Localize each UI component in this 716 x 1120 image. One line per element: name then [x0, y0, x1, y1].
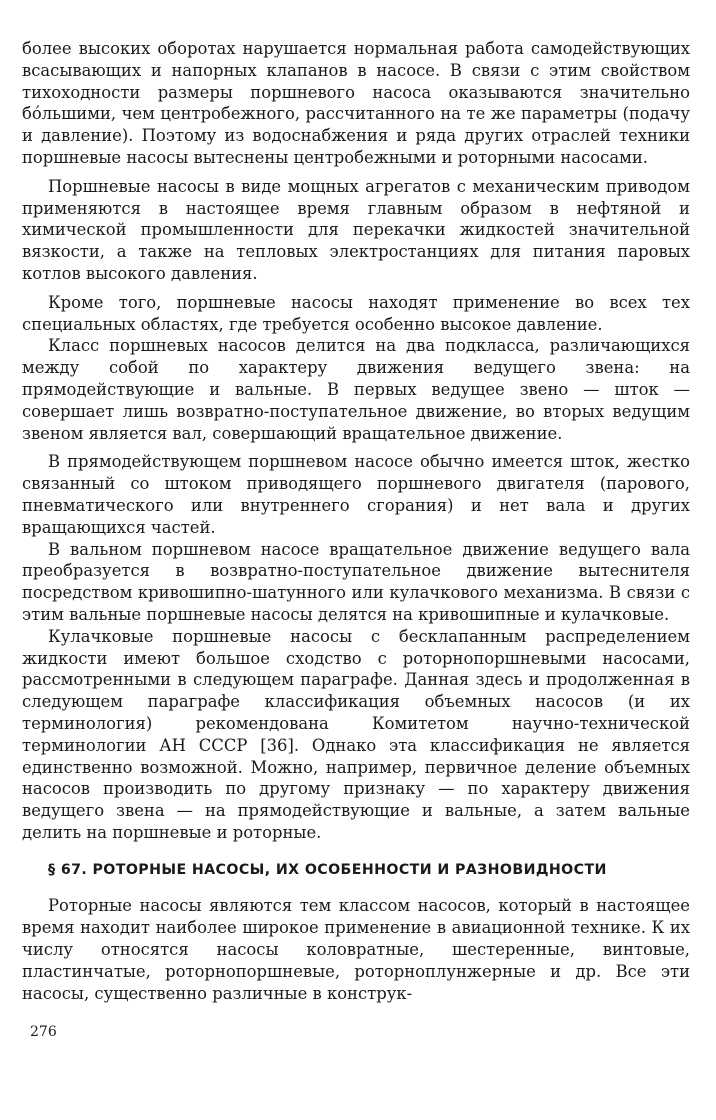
paragraph: Класс поршневых насосов делится на два подкласса, различающихся между собой по характеру движения ведущего звена: на прямодействующие и вальные. В первых ведущее звено — шток — совершает лишь возвратно-поступательное движение, во вторых ведущим звеном является вал, совершающий вращательное движение. — [22, 336, 690, 443]
paragraph: Кроме того, поршневые насосы находят применение во всех тех специальных областях, где требуется особенно высокое давление. — [22, 292, 690, 334]
paragraph: Поршневые насосы в виде мощных агрегатов с механическим приводом применяются в настоящее время главным образом в нефтяной и химической промышленности для перекачки жидкостей значительной вязкости, а также на тепловых электростанциях для питания паровых котлов высокого давления. — [22, 176, 690, 283]
paragraph: Кулачковые поршневые насосы с бесклапанным распределением жидкости имеют большое сходство с роторнопоршневыми насосами, рассмотренными в следующем параграфе. Данная здесь и продолженная в следующем параграфе классификация объемных насосов (и их терминология) рекомендована Комитетом научно-технической терминологии АН СССР [36]. Однако эта классификация не является единственно возможной. Можно, например, первичное деление объемных насосов производить по другому признаку — по характеру движения ведущего звена — на прямодействующие и вальные, а затем вальные делить на поршневые и роторные. — [22, 626, 690, 842]
paragraph: В прямодействующем поршневом насосе обычно имеется шток, жестко связанный со штоком приводящего поршневого двигателя (парового, пневматического или внутреннего сгорания) и нет вала и других вращающихся частей. — [22, 452, 690, 537]
document-page — [22, 38, 690, 1004]
section-heading: § 67. РОТОРНЫЕ НАСОСЫ, ИХ ОСОБЕННОСТИ И РАЗНОВИДНОСТИ — [48, 861, 607, 878]
paragraph: В вальном поршневом насосе вращательное движение ведущего вала преобразуется в возвратно-поступательное движение вытеснителя посредством кривошипно-шатунного или кулачкового механизма. В связи с этим вальные поршневые насосы делятся на кривошипные и кулачковые. — [22, 539, 690, 624]
paragraph: более высоких оборотах нарушается нормальная работа самодействующих всасывающих и напорных клапанов в насосе. В связи с этим свойством тихоходности размеры поршневого насоса оказываются значительно бо́льшими, чем центробежного, рассчитанного на те же параметры (подачу и давление). Поэтому из водоснабжения и ряда других отраслей техники поршневые насосы вытеснены центробежными и роторными насосами. — [22, 39, 690, 167]
page-number: 276 — [30, 1024, 57, 1040]
paragraph: Роторные насосы являются тем классом насосов, который в настоящее время находит наиболее широкое применение в авиационной технике. К их числу относятся насосы коловратные, шестеренные, винтовые, пластинчатые, роторнопоршневые, роторноплунжерные и др. Все эти насосы, существенно различные в конструк- — [22, 896, 690, 1003]
